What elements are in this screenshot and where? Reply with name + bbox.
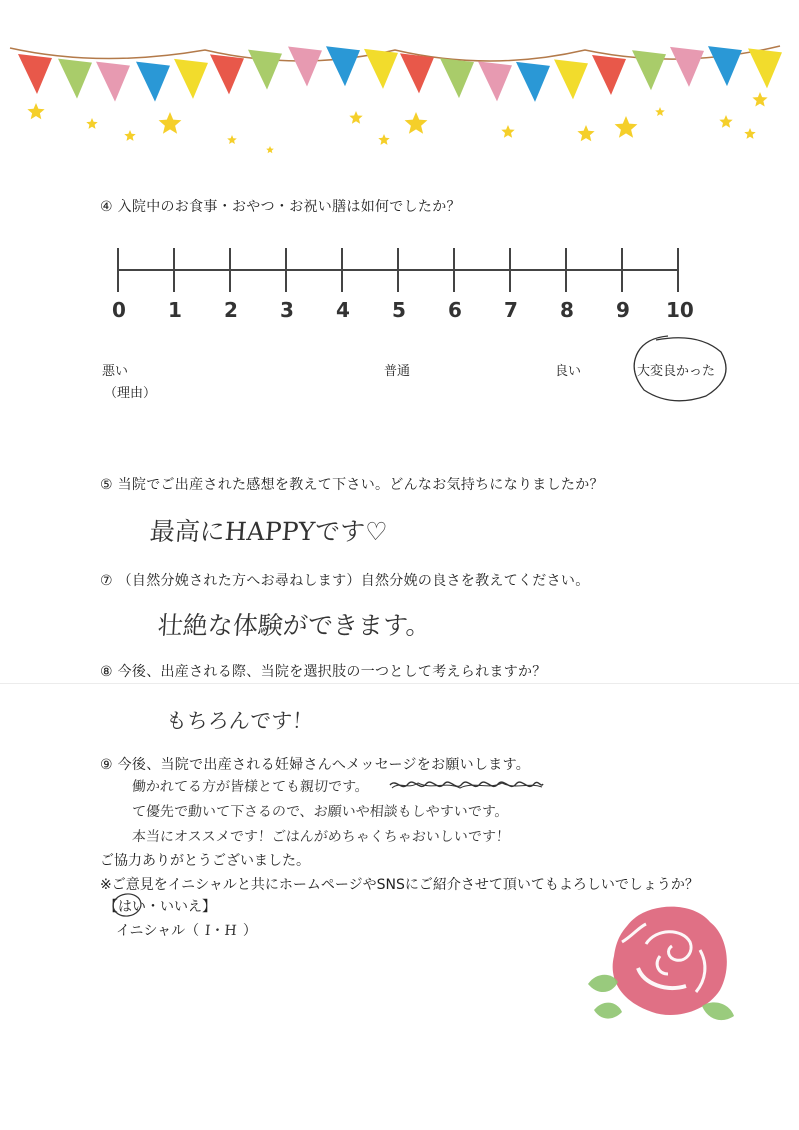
star-icon <box>744 128 755 139</box>
scale-label: 7 <box>504 298 518 322</box>
reason-label: （理由） <box>104 386 157 401</box>
star-icon <box>577 125 594 141</box>
star-icon <box>752 92 767 107</box>
consent-options: 【はい・いいえ】 <box>104 899 216 915</box>
bunting-flag <box>400 53 434 93</box>
initial-label-open: イニシャル（ <box>116 923 200 939</box>
scale-label: 8 <box>560 298 574 322</box>
bunting-decoration <box>0 0 799 175</box>
scale-label: 1 <box>168 298 182 322</box>
bunting-flag <box>440 58 474 98</box>
consent-circle <box>110 890 144 918</box>
bunting-flag <box>136 62 170 102</box>
bunting-flag <box>554 59 588 99</box>
star-icon <box>227 135 237 144</box>
answer-5: 最高にHAPPYです♡ <box>148 517 389 546</box>
bunting-flag <box>288 47 322 87</box>
bunting-flag <box>478 61 512 101</box>
initial-value: I・H <box>204 923 238 939</box>
star-icon <box>655 107 665 116</box>
answer-9-line-1: 働かれてる方が皆様とても親切です。 <box>131 779 370 795</box>
bunting-flag <box>18 54 52 94</box>
scale-label: 10 <box>666 298 694 322</box>
label-bad: 悪い <box>102 364 129 379</box>
star-icon <box>501 125 514 138</box>
consent-question: ※ご意見をイニシャルと共にホームページやSNSにご紹介させて頂いてもよろしいでしょうか？ <box>100 877 699 893</box>
star-icon <box>159 112 182 134</box>
bunting-flag <box>632 50 666 90</box>
question-8: ⑧ 今後、出産される際、当院を選択肢の一つとして考えられますか？ <box>100 664 547 680</box>
star-icon <box>124 130 135 141</box>
bunting-flag <box>592 55 626 95</box>
star-icon <box>378 134 389 145</box>
bunting-flag <box>210 54 244 94</box>
bunting-flag <box>364 49 398 89</box>
rose-illustration <box>582 898 742 1038</box>
star-icon <box>719 115 732 128</box>
initial-label-close: ） <box>242 923 257 939</box>
star-icon <box>349 111 362 124</box>
star-icon <box>86 118 97 129</box>
label-normal: 普通 <box>384 364 411 379</box>
scale-label: 2 <box>224 298 238 322</box>
scribbled-text <box>388 776 544 794</box>
question-9: ⑨ 今後、当院で出産される妊婦さんへメッセージをお願いします。 <box>100 757 531 773</box>
bunting-flag <box>96 62 130 102</box>
answer-9-line-2: て優先で動いて下さるので、お願いや相談もしやすいです。 <box>131 804 510 820</box>
scale-label: 0 <box>112 298 126 322</box>
answer-7: 壮絶な体験ができます。 <box>156 611 432 640</box>
selection-circle <box>626 330 736 410</box>
star-icon <box>27 103 44 119</box>
answer-9-line-3: 本当にオススメです！ごはんがめちゃくちゃおいしいです！ <box>131 829 511 845</box>
label-good: 良い <box>555 364 582 379</box>
scale-label: 6 <box>448 298 462 322</box>
initial-label <box>116 920 257 940</box>
label-very-good: 大変良かった <box>637 364 716 379</box>
bunting-flag <box>58 59 92 99</box>
bunting-flag <box>326 46 360 86</box>
bunting-flag <box>670 47 704 87</box>
bunting-flag <box>248 50 282 90</box>
scale-label: 5 <box>392 298 406 322</box>
question-4: ④ 入院中のお食事・おやつ・お祝い膳は如何でしたか？ <box>100 199 461 215</box>
star-icon <box>266 146 274 153</box>
scale-label: 9 <box>616 298 630 322</box>
rating-scale <box>100 240 700 340</box>
thanks-text: ご協力ありがとうございました。 <box>100 853 310 869</box>
question-7: ⑦ （自然分娩された方へお尋ねします）自然分娩の良さを教えてください。 <box>100 573 590 589</box>
bunting-flag <box>748 48 782 88</box>
scale-label: 4 <box>336 298 350 322</box>
scale-label: 3 <box>280 298 294 322</box>
question-5: ⑤ 当院でご出産された感想を教えて下さい。どんなお気持ちになりましたか？ <box>100 477 604 493</box>
bunting-flag <box>708 46 742 86</box>
bunting-flag <box>516 62 550 102</box>
star-icon <box>615 116 638 138</box>
bunting-flag <box>174 59 208 99</box>
answer-8: もちろんです！ <box>165 709 314 733</box>
star-icon <box>405 112 428 134</box>
